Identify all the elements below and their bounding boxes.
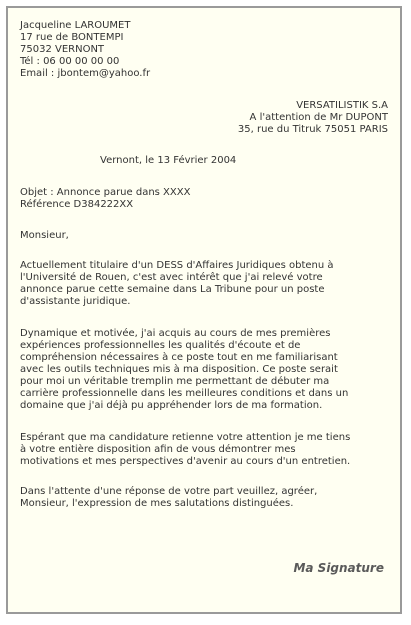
paragraph-line: compréhension nécessaires à ce poste tout en me familiarisant <box>20 352 338 363</box>
paragraph-2 <box>20 328 348 412</box>
sender-city: 75032 VERNONT <box>20 44 105 55</box>
paragraph-line: Dans l'attente d'une réponse de votre part veuillez, agréer, <box>20 486 318 497</box>
paragraph-line: Actuellement titulaire d'un DESS d'Affaires Juridiques obtenu à <box>20 260 334 271</box>
recipient-address-block <box>238 100 388 136</box>
paragraph-line: carrière professionnelle dans les meilleures conditions et dans un <box>20 388 349 399</box>
paragraph-line: à votre entière disposition afin de vous démontrer mes <box>20 444 296 455</box>
paragraph-3 <box>20 432 350 468</box>
sender-name: Jacqueline LAROUMET <box>20 20 131 31</box>
paragraph-line: Dynamique et motivée, j'ai acquis au cours de mes premières <box>20 328 331 339</box>
sender-phone: Tél : 06 00 00 00 00 <box>20 56 120 67</box>
paragraph-1 <box>20 260 334 308</box>
paragraph-line: domaine que j'ai déjà pu appréhender lors de ma formation. <box>20 400 323 411</box>
date-line: Vernont, le 13 Février 2004 <box>100 155 237 166</box>
paragraph-line: Monsieur, l'expression de mes salutations distinguées. <box>20 498 294 509</box>
paragraph-line: d'assistante juridique. <box>20 296 131 307</box>
reference-line: Référence D384222XX <box>20 199 134 210</box>
recipient-address: 35, rue du Titruk 75051 PARIS <box>237 124 388 135</box>
paragraph-line: avec les outils techniques mis à ma disposition. Ce poste serait <box>20 364 338 375</box>
recipient-company: VERSATILISTIK S.A <box>296 100 388 111</box>
paragraph-line: annonce parue cette semaine dans La Tribune pour un poste <box>20 284 325 295</box>
subject-line: Objet : Annonce parue dans XXXX <box>20 187 191 198</box>
recipient-attention: A l'attention de Mr DUPONT <box>249 112 388 123</box>
paragraph-line: l'Université de Rouen, c'est avec intérêt que j'ai relevé votre <box>20 272 323 283</box>
letter-page <box>6 6 402 614</box>
subject-block <box>20 187 190 211</box>
paragraph-line: motivations et mes perspectives d'avenir au cours d'un entretien. <box>20 456 351 467</box>
sender-email: Email : jbontem@yahoo.fr <box>20 68 151 79</box>
salutation: Monsieur, <box>20 230 69 241</box>
paragraph-line: Espérant que ma candidature retienne votre attention je me tiens <box>20 432 351 443</box>
signature: Ma Signature <box>293 561 384 575</box>
paragraph-4 <box>20 486 317 510</box>
paragraph-line: pour moi un véritable tremplin me permettant de débuter ma <box>20 376 330 387</box>
sender-address-block <box>20 20 150 80</box>
paragraph-line: expériences professionnelles les qualités d'écoute et de <box>20 340 301 351</box>
sender-street: 17 rue de BONTEMPI <box>20 32 124 43</box>
